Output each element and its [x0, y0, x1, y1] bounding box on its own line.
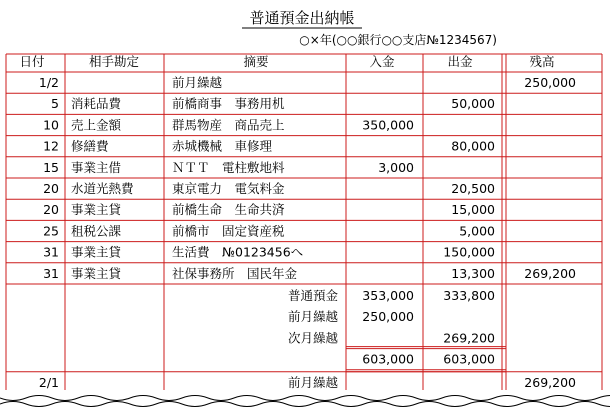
row-account: 事業主貸 [71, 244, 122, 260]
row-description: 東京電力 電気料金 [172, 181, 285, 196]
row-description: 赤城機械 車修理 [172, 138, 273, 154]
summary-withdrawal: 269,200 [443, 330, 495, 346]
header-description: 摘要 [243, 54, 269, 69]
row-account: 消耗品費 [71, 96, 122, 112]
header-account: 相手勘定 [88, 54, 140, 69]
row-date: 31 [43, 265, 59, 281]
row-date: 20 [43, 181, 59, 196]
row-withdrawal: 13,300 [451, 265, 495, 281]
row-description: 前月繰越 [172, 75, 223, 90]
row-balance: 250,000 [524, 75, 576, 90]
ledger-rows [39, 75, 576, 390]
row-withdrawal: 15,000 [451, 202, 495, 218]
summary-withdrawal: 603,000 [443, 351, 495, 367]
row-withdrawal: 20,500 [451, 181, 495, 196]
row-account: 租税公課 [71, 223, 122, 239]
row-account: 事業主貸 [71, 202, 122, 218]
carry-description: 前月繰越 [287, 374, 338, 390]
row-withdrawal: 80,000 [451, 138, 495, 154]
row-date: 5 [51, 96, 59, 112]
row-date: 25 [43, 223, 59, 239]
ledger-subtitle: ○×年(○○銀行○○支店№1234567) [299, 33, 497, 47]
row-withdrawal: 50,000 [451, 96, 495, 112]
summary-deposit: 603,000 [362, 351, 414, 367]
torn-edge-lower [0, 402, 610, 407]
carry-balance: 269,200 [524, 374, 576, 390]
torn-edge [0, 396, 610, 401]
header-deposit: 入金 [369, 54, 395, 69]
summary-label: 次月繰越 [287, 330, 338, 346]
row-date: 12 [43, 138, 59, 154]
header-withdrawal: 出金 [447, 54, 473, 69]
row-account: 修繕費 [71, 138, 109, 154]
row-description: 社保事務所 国民年金 [172, 265, 298, 281]
row-description: ＮＴＴ 電柱敷地料 [172, 159, 285, 175]
row-deposit: 3,000 [378, 159, 414, 175]
row-balance: 269,200 [524, 265, 576, 281]
row-date: 1/2 [38, 75, 59, 90]
summary-deposit: 250,000 [362, 309, 414, 325]
row-account: 事業主貸 [71, 265, 122, 281]
header-date: 日付 [19, 54, 45, 69]
row-withdrawal: 5,000 [459, 223, 495, 239]
summary-deposit: 353,000 [362, 288, 414, 303]
summary-withdrawal: 333,800 [443, 288, 495, 303]
row-date: 20 [43, 202, 59, 218]
row-deposit: 350,000 [362, 117, 414, 133]
carry-date: 2/1 [38, 374, 59, 390]
row-account: 水道光熱費 [71, 181, 134, 196]
row-date: 31 [43, 244, 59, 260]
summary-label: 普通預金 [287, 288, 338, 303]
row-withdrawal: 150,000 [443, 244, 495, 260]
header-balance: 残高 [529, 54, 555, 69]
row-date: 15 [43, 159, 59, 175]
row-account: 事業主借 [71, 159, 122, 175]
row-description: 前橋市 固定資産税 [172, 223, 285, 239]
row-account: 売上金額 [71, 117, 122, 133]
row-description: 生活費 №0123456へ [172, 244, 304, 260]
row-description: 群馬物産 商品売上 [172, 117, 285, 133]
row-description: 前橋生命 生命共済 [172, 202, 285, 218]
ledger-title: 普通預金出納帳 [249, 9, 355, 27]
row-description: 前橋商事 事務用机 [172, 96, 285, 112]
summary-label: 前月繰越 [287, 309, 338, 325]
row-date: 10 [43, 117, 59, 133]
